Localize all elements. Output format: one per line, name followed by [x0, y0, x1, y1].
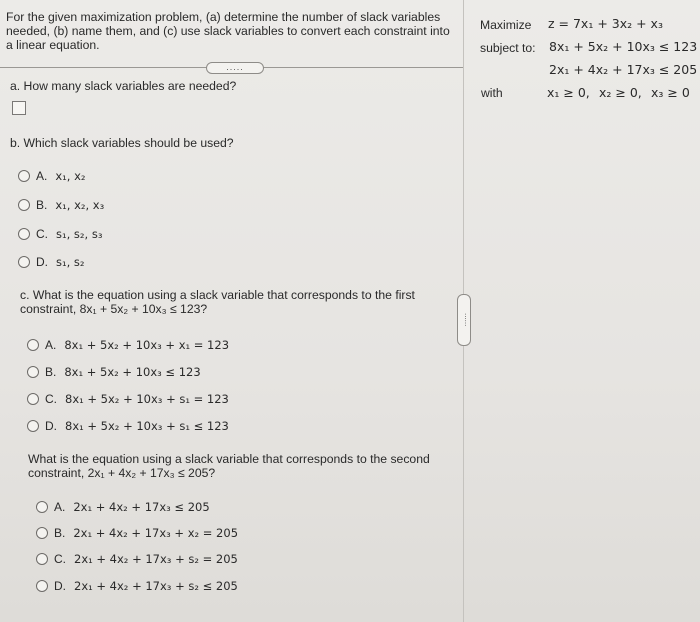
part-c2-question-line2: constraint, 2x₁ + 4x₂ + 17x₃ ≤ 205? — [28, 466, 216, 480]
constraint-1: 8x₁ + 5x₂ + 10x₃ ≤ 123 — [549, 39, 698, 54]
radio-icon[interactable] — [27, 420, 39, 432]
part-c2-option-d[interactable]: D. 2x₁ + 4x₂ + 17x₃ + s₂ ≤ 205 — [36, 578, 238, 594]
part-c2-option-a[interactable]: A. 2x₁ + 4x₂ + 17x₃ ≤ 205 — [36, 499, 210, 515]
part-c1-option-c[interactable]: C. 8x₁ + 5x₂ + 10x₃ + s₁ = 123 — [27, 391, 229, 407]
radio-icon[interactable] — [18, 256, 30, 268]
nonneg-x2: x₂ ≥ 0, — [599, 85, 642, 100]
expand-button[interactable]: ..... — [206, 62, 264, 74]
constraint-2: 2x₁ + 4x₂ + 17x₃ ≤ 205 — [549, 62, 698, 77]
radio-icon[interactable] — [27, 339, 39, 351]
part-c2-option-c[interactable]: C. 2x₁ + 4x₂ + 17x₃ + s₂ = 205 — [36, 551, 238, 567]
slack-count-input[interactable] — [12, 101, 26, 115]
part-c1-option-d[interactable]: D. 8x₁ + 5x₂ + 10x₃ + s₁ ≤ 123 — [27, 418, 229, 434]
part-b-question: b. Which slack variables should be used? — [10, 136, 234, 150]
part-a-question: a. How many slack variables are needed? — [10, 79, 237, 93]
nonneg-x3: x₃ ≥ 0 — [651, 85, 690, 100]
radio-icon[interactable] — [36, 501, 48, 513]
part-b-option-c[interactable]: C. s₁, s₂, s₃ — [18, 226, 102, 242]
part-c1-option-a[interactable]: A. 8x₁ + 5x₂ + 10x₃ + x₁ = 123 — [27, 337, 229, 353]
part-b-option-a[interactable]: A. x₁, x₂ — [18, 168, 86, 184]
subject-to-label: subject to: — [480, 41, 536, 55]
radio-icon[interactable] — [27, 366, 39, 378]
nonneg-x1: x₁ ≥ 0, — [547, 85, 590, 100]
objective-function: z = 7x₁ + 3x₂ + x₃ — [548, 16, 663, 31]
with-label: with — [481, 86, 503, 100]
panel-resize-handle[interactable]: ...... — [457, 294, 471, 346]
part-c2-option-b[interactable]: B. 2x₁ + 4x₂ + 17x₃ + x₂ = 205 — [36, 525, 238, 541]
radio-icon[interactable] — [36, 527, 48, 539]
part-c2-question-line1: What is the equation using a slack variable that corresponds to the second — [28, 452, 430, 466]
radio-icon[interactable] — [36, 553, 48, 565]
part-b-option-d[interactable]: D. s₁, s₂ — [18, 254, 85, 270]
part-c1-question-line2: constraint, 8x₁ + 5x₂ + 10x₃ ≤ 123? — [20, 302, 208, 316]
radio-icon[interactable] — [18, 170, 30, 182]
maximize-label: Maximize — [480, 18, 532, 32]
part-b-option-b[interactable]: B. x₁, x₂, x₃ — [18, 197, 104, 213]
radio-icon[interactable] — [27, 393, 39, 405]
radio-icon[interactable] — [36, 580, 48, 592]
radio-icon[interactable] — [18, 199, 30, 211]
instructions-text: For the given maximization problem, (a) determine the number of slack variables needed, (b) name them, and (c) use slack variables to convert each constraint into a linear equation. — [6, 10, 450, 52]
part-c1-option-b[interactable]: B. 8x₁ + 5x₂ + 10x₃ ≤ 123 — [27, 364, 201, 380]
part-c1-question-line1: c. What is the equation using a slack variable that corresponds to the first — [20, 288, 415, 302]
radio-icon[interactable] — [18, 228, 30, 240]
